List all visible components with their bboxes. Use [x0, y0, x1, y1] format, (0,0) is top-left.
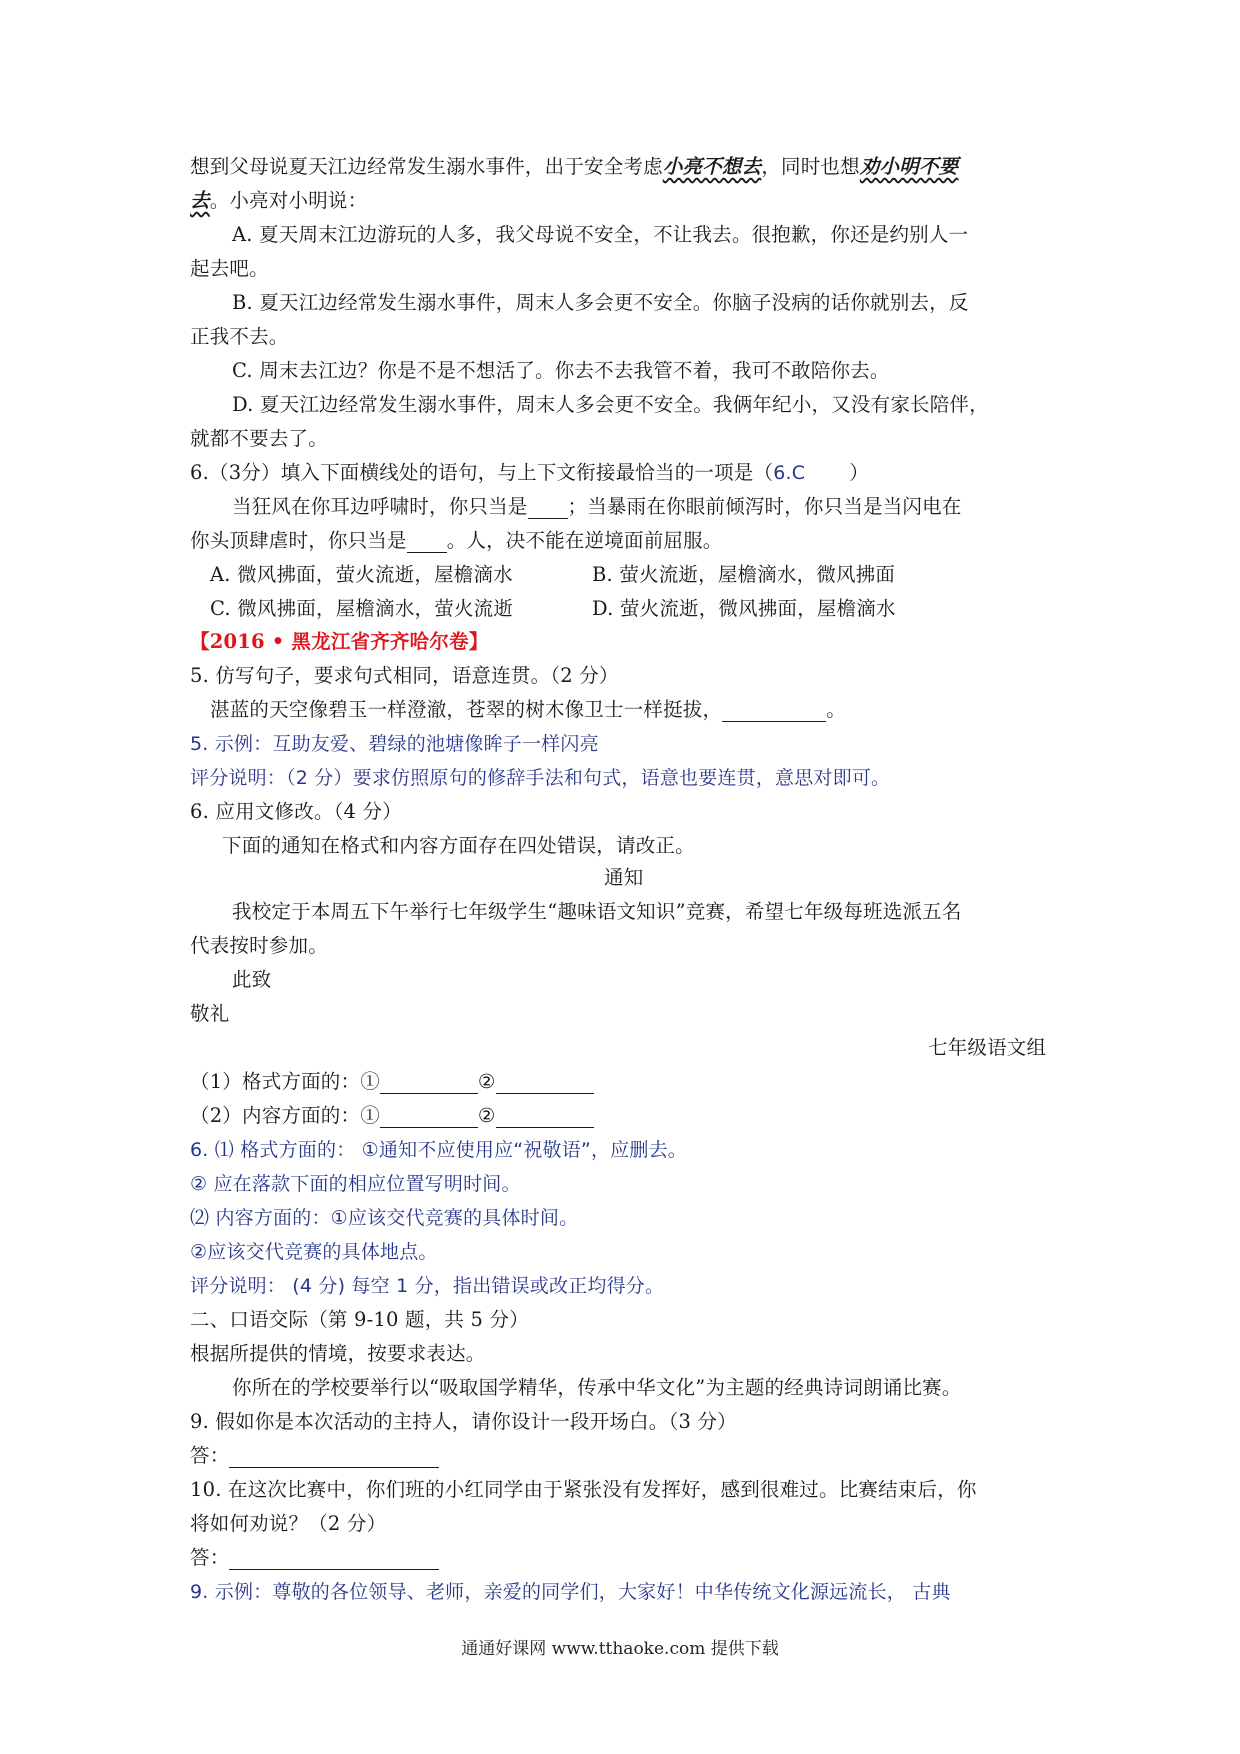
notice-salute: 敬礼	[190, 1002, 230, 1025]
choice-d: D. 萤火流逝，微风拂面，屋檐滴水	[592, 597, 896, 620]
answer-6-cont: ②应该交代竞赛的具体地点。	[190, 1241, 438, 1263]
text-line: 下面的通知在格式和内容方面存在四处错误，请改正。	[222, 834, 695, 857]
notice-signature: 七年级语文组	[928, 1036, 1047, 1059]
answer-line-format	[190, 1070, 594, 1094]
answer-prompt	[190, 1444, 439, 1468]
option-d: D. 夏天江边经常发生溺水事件，周末人多会更不安全。我俩年纪小，又没有家长陪伴，	[232, 393, 989, 416]
notice-body: 我校定于本周五下午举行七年级学生“趣味语文知识”竞赛，希望七年级每班选派五名	[232, 900, 962, 923]
answer-text: 6.C	[773, 462, 806, 484]
question-6	[190, 461, 869, 485]
fill-blank	[229, 1447, 439, 1468]
answer-line-content	[190, 1104, 594, 1128]
emphasized-text: 劝小明不要	[859, 155, 959, 178]
fill-blank	[380, 1107, 478, 1128]
text-line: 你所在的学校要举行以“吸取国学精华，传承中华文化”为主题的经典诗词朗诵比赛。	[232, 1376, 962, 1399]
text-span: 答：	[190, 1546, 230, 1569]
fill-blank	[496, 1107, 594, 1128]
answer-prompt	[190, 1546, 439, 1570]
option-b: B. 夏天江边经常发生溺水事件，周末人多会更不安全。你脑子没病的话你就别去，反	[232, 291, 969, 314]
answer-6-cont: ② 应在落款下面的相应位置写明时间。	[190, 1173, 521, 1195]
fill-blank	[528, 498, 568, 519]
text-span: ②	[477, 1070, 496, 1093]
text-span: ②	[477, 1104, 496, 1127]
option-d-cont: 就都不要去了。	[190, 427, 328, 450]
question-6-b: 6. 应用文修改。（4 分）	[190, 800, 402, 823]
text-line	[190, 155, 958, 179]
question-9: 9. 假如你是本次活动的主持人，请你设计一段开场白。（3 分）	[190, 1410, 737, 1433]
choice-c: C. 微风拂面，屋檐滴水，萤火流逝	[210, 597, 514, 620]
text-span: ；当暴雨在你眼前倾泻时，你只当是当闪电在	[567, 495, 962, 518]
question-10: 10. 在这次比赛中，你们班的小红同学由于紧张没有发挥好，感到很难过。比赛结束后，你	[190, 1478, 977, 1501]
text-span: 。人，决不能在逆境面前屈服。	[446, 529, 723, 552]
emphasized-text: 小亮不想去	[662, 155, 762, 178]
option-a-cont: 起去吧。	[190, 257, 269, 280]
section-heading: 【2016 • 黑龙江省齐齐哈尔卷】	[190, 630, 489, 653]
fill-blank	[496, 1073, 594, 1094]
text-span: 你头顶肆虐时，你只当是	[190, 529, 407, 552]
text-span: 答：	[190, 1444, 230, 1467]
scoring-note: 评分说明： (4 分) 每空 1 分，指出错误或改正均得分。	[190, 1275, 665, 1297]
text-line: 根据所提供的情境，按要求表达。	[190, 1342, 486, 1365]
scoring-note: 评分说明：（2 分）要求仿照原句的修辞手法和句式，语意也要连贯，意思对即可。	[190, 767, 891, 789]
text-span: （1）格式方面的：①	[190, 1070, 380, 1093]
answer-6-cont: ⑵ 内容方面的：①应该交代竞赛的具体时间。	[190, 1207, 579, 1229]
text-span: （2）内容方面的：①	[190, 1104, 380, 1127]
answer-5: 5. 示例：互助友爱、碧绿的池塘像眸子一样闪亮	[190, 733, 599, 755]
text-span: 湛蓝的天空像碧玉一样澄澈，苍翠的树木像卫士一样挺拔，	[210, 698, 723, 721]
text-span: 6.（3分）填入下面横线处的语句，与上下文衔接最恰当的一项是（	[190, 461, 774, 484]
fill-blank	[229, 1549, 439, 1570]
option-c: C. 周末去江边？你是不是不想活了。你去不去我管不着，我可不敢陪你去。	[232, 359, 890, 382]
choice-a: A. 微风拂面，萤火流逝，屋檐滴水	[210, 563, 513, 586]
fill-blank	[380, 1073, 478, 1094]
text-span: 当狂风在你耳边呼啸时，你只当是	[232, 495, 528, 518]
option-b-cont: 正我不去。	[190, 325, 289, 348]
text-span: 想到父母说夏天江边经常发生溺水事件，出于安全考虑	[190, 155, 663, 178]
text-line	[190, 189, 367, 213]
text-line	[232, 495, 962, 519]
emphasized-text: 去	[190, 189, 210, 212]
text-span: 。小亮对小明说：	[209, 189, 368, 212]
question-5: 5. 仿写句子，要求句式相同，语意连贯。（2 分）	[190, 664, 619, 687]
option-a: A. 夏天周末江边游玩的人多，我父母说不安全，不让我去。很抱歉，你还是约别人一	[232, 223, 969, 246]
question-10-cont: 将如何劝说？（2 分）	[190, 1512, 387, 1535]
fill-blank	[722, 701, 826, 722]
text-span: ）	[849, 461, 869, 484]
answer-9: 9. 示例：尊敬的各位领导、老师，亲爱的同学们，大家好！中华传统文化源远流长， 古典	[190, 1581, 951, 1603]
answer-6: 6. ⑴ 格式方面的： ①通知不应使用应“祝敬语”，应删去。	[190, 1139, 687, 1161]
notice-title: 通知	[604, 866, 644, 889]
page-footer: 通通好课网 www.tthaoke.com 提供下载	[461, 1639, 779, 1659]
choice-b: B. 萤火流逝，屋檐滴水，微风拂面	[592, 563, 896, 586]
notice-closing: 此致	[232, 968, 272, 991]
text-line	[190, 529, 723, 553]
fill-blank	[407, 532, 447, 553]
text-span: 。	[826, 698, 846, 721]
section-title: 二、口语交际（第 9-10 题，共 5 分）	[190, 1308, 529, 1331]
notice-body-cont: 代表按时参加。	[190, 934, 328, 957]
text-span: ，同时也想	[761, 155, 860, 178]
text-line	[210, 698, 846, 722]
